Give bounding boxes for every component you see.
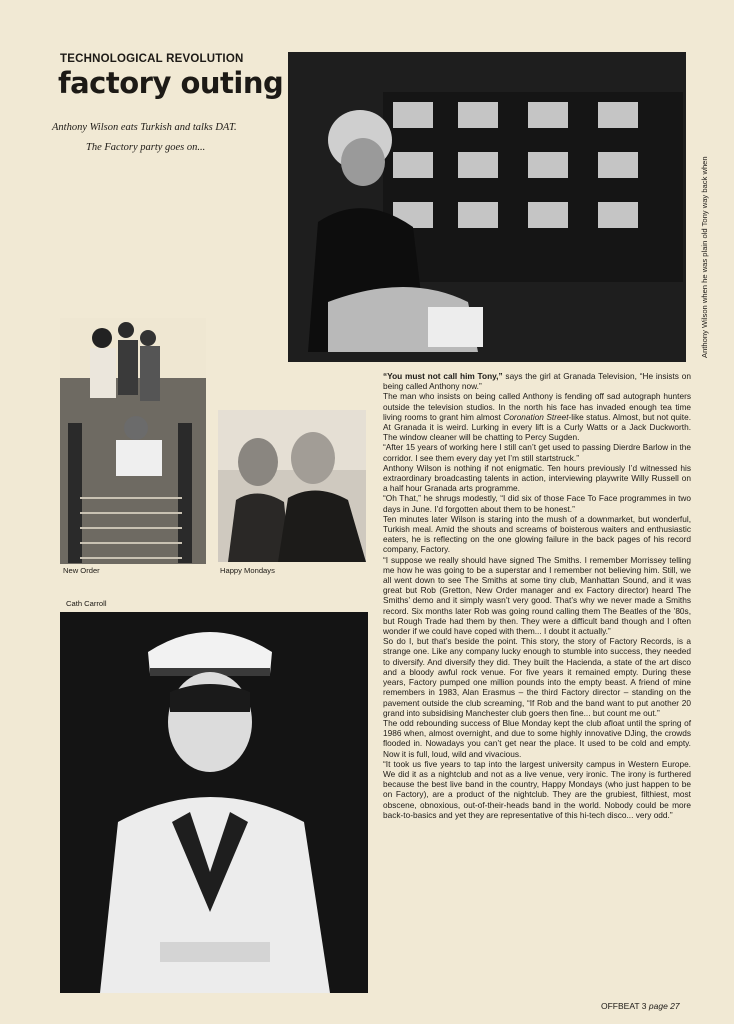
photo-credit-wilson: Anthony Wilson when he was plain old Tony way back when	[700, 156, 709, 358]
caption-cath-carroll: Cath Carroll	[66, 599, 107, 608]
body-paragraph	[383, 391, 691, 442]
folio-magazine: OFFBEAT 3	[601, 1001, 647, 1011]
caption-new-order: New Order	[63, 566, 100, 575]
photo-happy-mondays	[218, 410, 366, 562]
lead-quote: “You must not call him Tony,”	[383, 371, 503, 381]
folio-page-number: page 27	[648, 1001, 680, 1011]
body-p2a: The man who insists on being called Anthony is fending off sad autograph hunters outside the television studios. In the north his face has invaded enough tea time living rooms to grant him almost	[383, 391, 691, 422]
article-body	[383, 371, 691, 820]
photo-cath-carroll	[60, 612, 368, 993]
standfirst-line-2: The Factory party goes on...	[86, 142, 206, 153]
body-paragraph: Anthony Wilson is nothing if not enigmatic. Ten hours previously I’d witnessed his extraordinary broadcasting talents in action, interviewing playwrite Willy Russell on a half hour Granada arts programme.	[383, 462, 691, 494]
body-p1: says the girl at Granada Television, “He insists on being called Anthony now.”	[383, 371, 691, 392]
standfirst-line-1: Anthony Wilson eats Turkish and talks DAT.	[52, 122, 237, 133]
page-folio	[601, 1001, 680, 1011]
photo-anthony-wilson	[288, 52, 686, 362]
body-paragraph	[383, 371, 691, 391]
body-paragraph: “I suppose we really should have signed The Smiths. I remember Morrissey telling me how he was going to be a superstar and I remember not believing him. Still, we all went down to see The Smiths at some tiny club, Manhattan Sound, and it was great but Rob (Gretton, New Order manager and ex Factory director) heard The Smiths’ demo and it simply wasn’t very good. That’s why we never made a Smiths record. Six months later Rob was going round calling them The Beatles of the ’80s, but Rough Trade had them by then. They were a difficult band though and I often wonder if we could have coped with them... I doubt it actually.”	[383, 554, 691, 637]
body-paragraph: “After 15 years of working here I still can’t get used to passing Dierdre Barlow in the corridor. I see them every day yet I’m still startstruck.”	[383, 442, 691, 463]
body-paragraph: Ten minutes later Wilson is staring into the mush of a downmarket, but wonderful, Turkish meal. Amid the shouts and screams of boisterous waiters and enthusiastic eaters, he is reflecting on the one glowing failure in the back pages of his record company, Factory.	[383, 513, 691, 555]
body-p2b: -like status. Almost, but not quite. At Granada it is weird. Lurking in every lift is a Curly Watts or a Jack Duckworth. The window cleaner will be chatting to Percy Sugden.	[383, 411, 692, 443]
body-paragraph: The odd rebounding success of Blue Monday kept the club afloat until the spring of 1986 when, almost overnight, and due to some highly innovative DJing, the crowds flooded in. Nowadays you can’t get near the place. It used to be cold and empty. Now it is full, loud, wild and vivacious.	[383, 717, 691, 759]
body-paragraph: “Oh That,” he shrugs modestly, “I did six of those Face To Face programmes in two days in June. I’d forgotten about them to be honest.”	[383, 493, 691, 514]
body-paragraph: “It took us five years to tap into the largest university campus in Western Europe. We did it as a nightclub and not as a live venue, very ironic. The irony is furthered because the best live band in the country, Happy Mondays (who just happen to be on Factory), are a product of the nightclub. They are the grubiest, filthiest, most obscene, obnoxious, out-of-their-heads band in the world. Nobody could be more back-to-basics and yet they are representative of this hi-tech disco... very odd.”	[383, 758, 691, 820]
photo-new-order	[60, 318, 206, 564]
body-p2-italic: Coronation Street	[503, 411, 569, 422]
body-paragraph: So do I, but that’s beside the point. This story, the story of Factory Records, is a strange one. Like any company lucky enough to stumble into success, they needed to diversify. And diversify they did. They built the Hacienda, a state of the art disco and a bloody awful rock venue. For five years it remained empty. During these years, Factory pumped one million pounds into the empty beast. A friend of mine remembers in 1983, Alan Erasmus – the third Factory director – standing on the pavement outside the club screaming, “If Rob and the band want to put another 20 grand into subsidising Manchester club goers then fine... but count me out.”	[383, 636, 691, 718]
section-kicker: TECHNOLOGICAL REVOLUTION	[60, 53, 244, 65]
standfirst	[52, 118, 272, 158]
caption-happy-mondays: Happy Mondays	[220, 566, 275, 575]
article-headline: factory outing	[58, 66, 284, 100]
